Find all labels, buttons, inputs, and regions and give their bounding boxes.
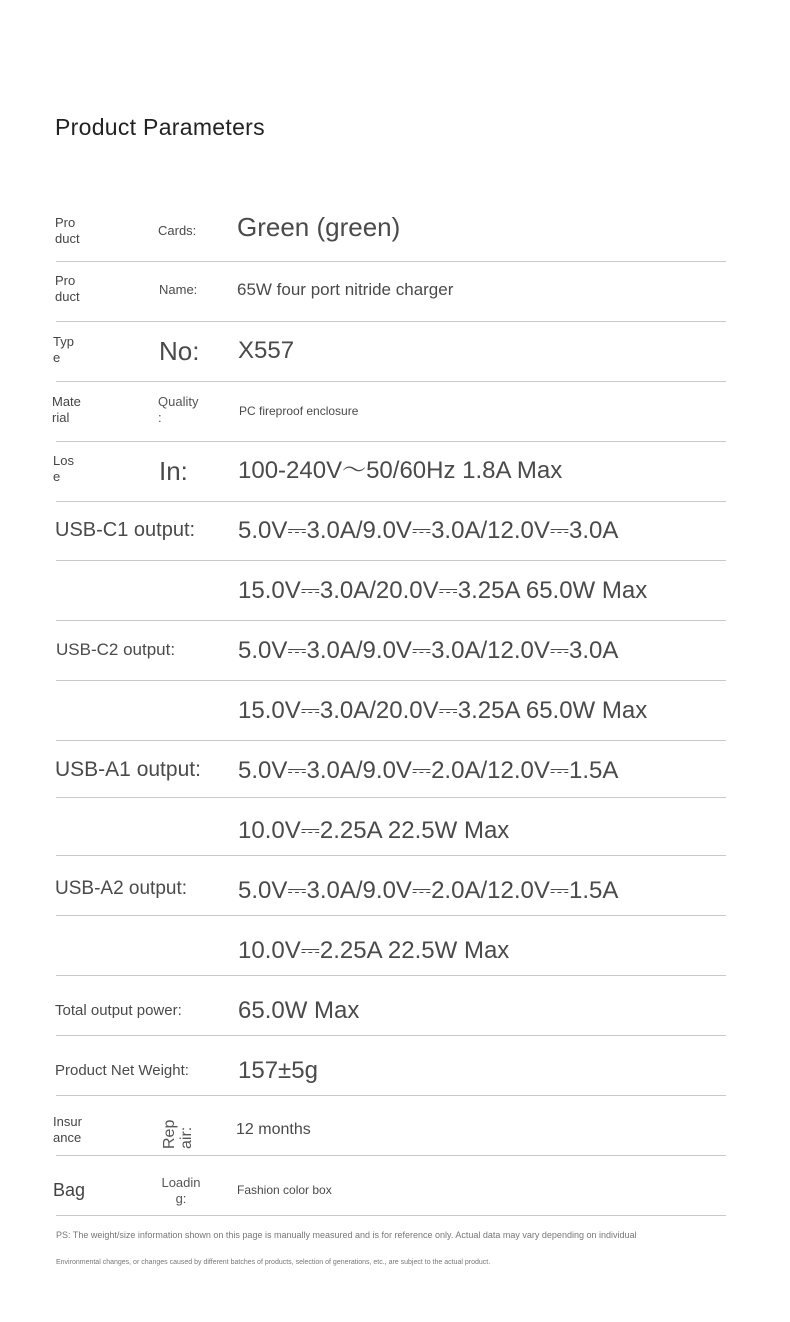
label-part: Mate <box>52 394 81 409</box>
row-label-quality <box>158 394 198 426</box>
row-label-total-output: Total output power: <box>55 1002 182 1019</box>
label-part: Insur <box>53 1114 82 1129</box>
label-part: : <box>158 410 162 425</box>
label-part: e <box>53 350 61 365</box>
row-divider <box>56 321 726 322</box>
value-total-output: 65.0W Max <box>238 997 360 1024</box>
value-usb-c2-line1: 5.0V⎓3.0A/9.0V⎓3.0A/12.0V⎓3.0A <box>238 637 619 664</box>
row-divider <box>56 1215 726 1216</box>
row-divider <box>56 797 726 798</box>
label-part: Rep <box>161 1119 178 1149</box>
row-divider <box>56 620 726 621</box>
label-part: e <box>53 469 61 484</box>
value-type-no: X557 <box>238 337 295 364</box>
row-label-no: No: <box>159 336 200 366</box>
row-label-product <box>55 215 80 247</box>
row-divider <box>56 1095 726 1096</box>
footnote-disclaimer: PS: The weight/size information shown on this page is manually measured and is for reference only. Actual data may vary depending on individual <box>56 1230 637 1240</box>
value-usb-c1-line2: 15.0V⎓3.0A/20.0V⎓3.25A 65.0W Max <box>238 577 648 604</box>
row-label-insurance <box>53 1114 82 1146</box>
row-label-type <box>53 334 74 366</box>
row-label-bag: Bag <box>53 1180 86 1200</box>
row-label-lose <box>53 453 74 485</box>
row-divider <box>56 1035 726 1036</box>
row-label-in: In: <box>159 456 188 486</box>
value-usb-c1-line1: 5.0V⎓3.0A/9.0V⎓3.0A/12.0V⎓3.0A <box>238 517 619 544</box>
row-label-net-weight: Product Net Weight: <box>55 1062 189 1079</box>
label-part: g: <box>175 1191 187 1206</box>
value-net-weight: 157±5g <box>238 1057 318 1084</box>
row-label-usb-a2: USB-A2 output: <box>55 878 188 899</box>
footnote-disclaimer-continued: Environmental changes, or changes caused by different batches of products, selection of generations, etc., are subject to the actual product. <box>56 1259 491 1266</box>
row-divider <box>56 441 726 442</box>
label-part: Typ <box>53 334 74 349</box>
row-divider <box>56 915 726 916</box>
page-title: Product Parameters <box>55 114 265 140</box>
label-part: Quality <box>158 394 199 409</box>
value-usb-a2-line2: 10.0V⎓2.25A 22.5W Max <box>238 937 510 964</box>
row-divider <box>56 1155 726 1156</box>
label-part: Pro <box>55 273 76 288</box>
label-part: air: <box>178 1126 195 1149</box>
row-divider <box>56 975 726 976</box>
label-part: Pro <box>55 215 76 230</box>
value-usb-c2-line2: 15.0V⎓3.0A/20.0V⎓3.25A 65.0W Max <box>238 697 648 724</box>
value-usb-a1-line1: 5.0V⎓3.0A/9.0V⎓2.0A/12.0V⎓1.5A <box>238 757 619 784</box>
row-label-name: Name: <box>159 282 198 297</box>
label-part: rial <box>52 410 70 425</box>
value-product-name: 65W four port nitride charger <box>237 280 454 299</box>
row-label-cards: Cards: <box>158 223 197 238</box>
row-label-product <box>55 273 80 305</box>
value-product-cards: Green (green) <box>237 212 401 242</box>
label-part: Loadin <box>161 1175 201 1190</box>
value-warranty: 12 months <box>236 1121 311 1138</box>
row-label-repair <box>161 1109 195 1149</box>
row-divider <box>56 740 726 741</box>
value-material-quality: PC fireproof enclosure <box>239 404 359 418</box>
row-label-usb-c2: USB-C2 output: <box>56 640 176 659</box>
row-divider <box>56 381 726 382</box>
label-part: ance <box>53 1130 82 1145</box>
row-divider <box>56 560 726 561</box>
value-usb-a1-line2: 10.0V⎓2.25A 22.5W Max <box>238 817 510 844</box>
row-divider <box>56 261 726 262</box>
row-divider <box>56 680 726 681</box>
label-part: duct <box>55 289 80 304</box>
row-label-usb-c1: USB-C1 output: <box>55 519 196 541</box>
row-divider <box>56 855 726 856</box>
label-part: Los <box>53 453 74 468</box>
row-label-usb-a1: USB-A1 output: <box>55 758 201 781</box>
value-packaging: Fashion color box <box>237 1183 332 1197</box>
row-divider <box>56 501 726 502</box>
label-part: duct <box>55 231 80 246</box>
value-usb-a2-line1: 5.0V⎓3.0A/9.0V⎓2.0A/12.0V⎓1.5A <box>238 877 619 904</box>
row-label-material <box>52 394 81 426</box>
row-label-loading <box>159 1175 203 1207</box>
value-input: 100-240V～50/60Hz 1.8A Max <box>238 457 563 484</box>
